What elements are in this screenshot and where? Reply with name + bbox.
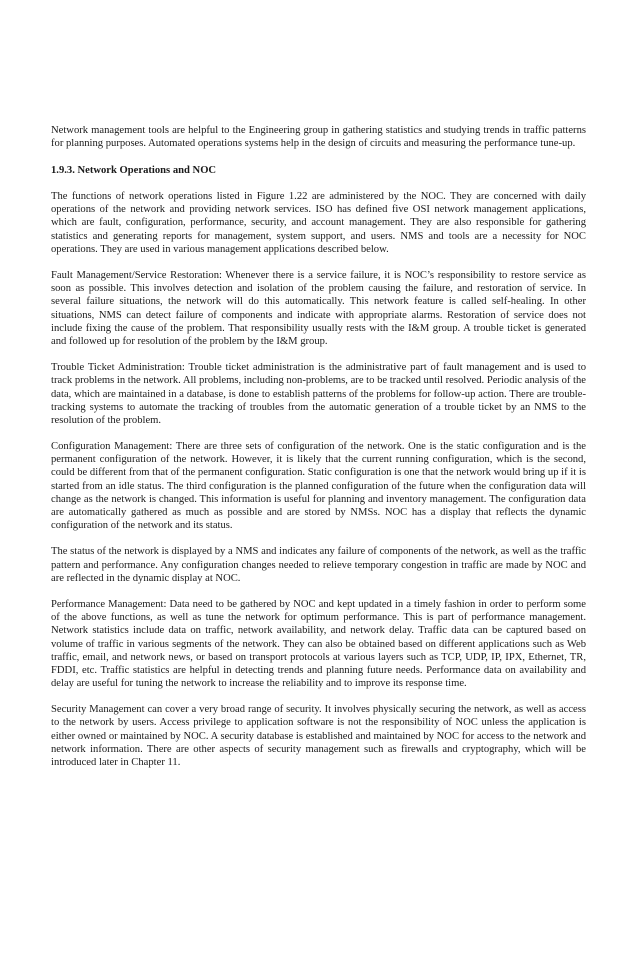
paragraph-noc-functions: The functions of network operations listed in Figure 1.22 are administered by the NOC. They are concerned with daily operations of the network and providing network services. ISO has defined five OSI network management applications, which are fault, configuration, performance, security, and account management. They are also responsible for gathering statistics and generating reports for management, system support, and users. NMS and tools are a necessity for NOC operations. They are used in various management applications described below. (51, 191, 586, 255)
intro-paragraph: Network management tools are helpful to the Engineering group in gathering statistics and studying trends in traffic patterns for planning purposes. Automated operations systems help in the design of circuits and measuring the performance tune-up. (51, 125, 586, 150)
paragraph-trouble-ticket: Trouble Ticket Administration: Trouble ticket administration is the administrative part of fault management and is used to track problems in the network. All problems, including non-problems, are to be tracked until resolved. Periodic analysis of the data, which are maintained in a database, is done to establish patterns of the problems for follow-up action. There are trouble-tracking systems to automate the tracking of troubles from the automatic generation of a trouble ticket by an NMS to the resolution of the problem. (51, 362, 586, 426)
paragraph-configuration-management: Configuration Management: There are three sets of configuration of the network. One is the static configuration and is the permanent configuration of the network. However, it is likely that the current running configuration, which is the second, could be different from that of the permanent configuration. Static configuration is one that the network would bring up if it is started from an idle status. The third configuration is the planned configuration of the future when the configuration data will change as the network is changed. This information is useful for planning and inventory management. The configuration data are automatically gathered as much as possible and are stored by NMSs. NOC has a display that reflects the dynamic configuration of the network and its status. (51, 441, 586, 531)
paragraph-fault-management: Fault Management/Service Restoration: Whenever there is a service failure, it is NOC’s responsibility to restore service as soon as possible. This involves detection and isolation of the problem causing the failure, and restoration of service. In several failure situations, the network will do this automatically. This network feature is called self-healing. In other situations, NMS can detect failure of components and indicate with appropriate alarms. Restoration of service does not include fixing the cause of the problem. That responsibility usually rests with the I&M group. A trouble ticket is generated and followed up for resolution of the problem by the I&M group. (51, 270, 586, 347)
paragraph-performance-management: Performance Management: Data need to be gathered by NOC and kept updated in a timely fashion in order to perform some of the above functions, as well as tune the network for optimum performance. This is part of performance management. Network statistics include data on traffic, network availability, and network delay. Traffic data can be captured based on volume of traffic in various segments of the network. They can also be obtained based on different applications such as Web traffic, email, and network news, or based on transport protocols at various layers such as TCP, UDP, IP, IPX, Ethernet, TR, FDDI, etc. Traffic statistics are helpful in detecting trends and planning future needs. Performance data on availability and delay are useful for tuning the network to increase the reliability and to improve its response time. (51, 599, 586, 689)
paragraph-security-management: Security Management can cover a very broad range of security. It involves physically securing the network, as well as access to the network by users. Access privilege to application software is not the responsibility of NOC unless the application is either owned or maintained by NOC. A security database is established and maintained by NOC for access to the network and network information. There are other aspects of security management such as firewalls and cryptography, which will be introduced later in Chapter 11. (51, 704, 586, 768)
section-heading: 1.9.3. Network Operations and NOC (51, 164, 217, 176)
paragraph-network-status: The status of the network is displayed by a NMS and indicates any failure of components of the network, as well as the traffic pattern and performance. Any configuration changes needed to relieve temporary congestion in traffic are made by NOC and are reflected in the dynamic display at NOC. (51, 546, 586, 584)
document-page (51, 124, 586, 782)
